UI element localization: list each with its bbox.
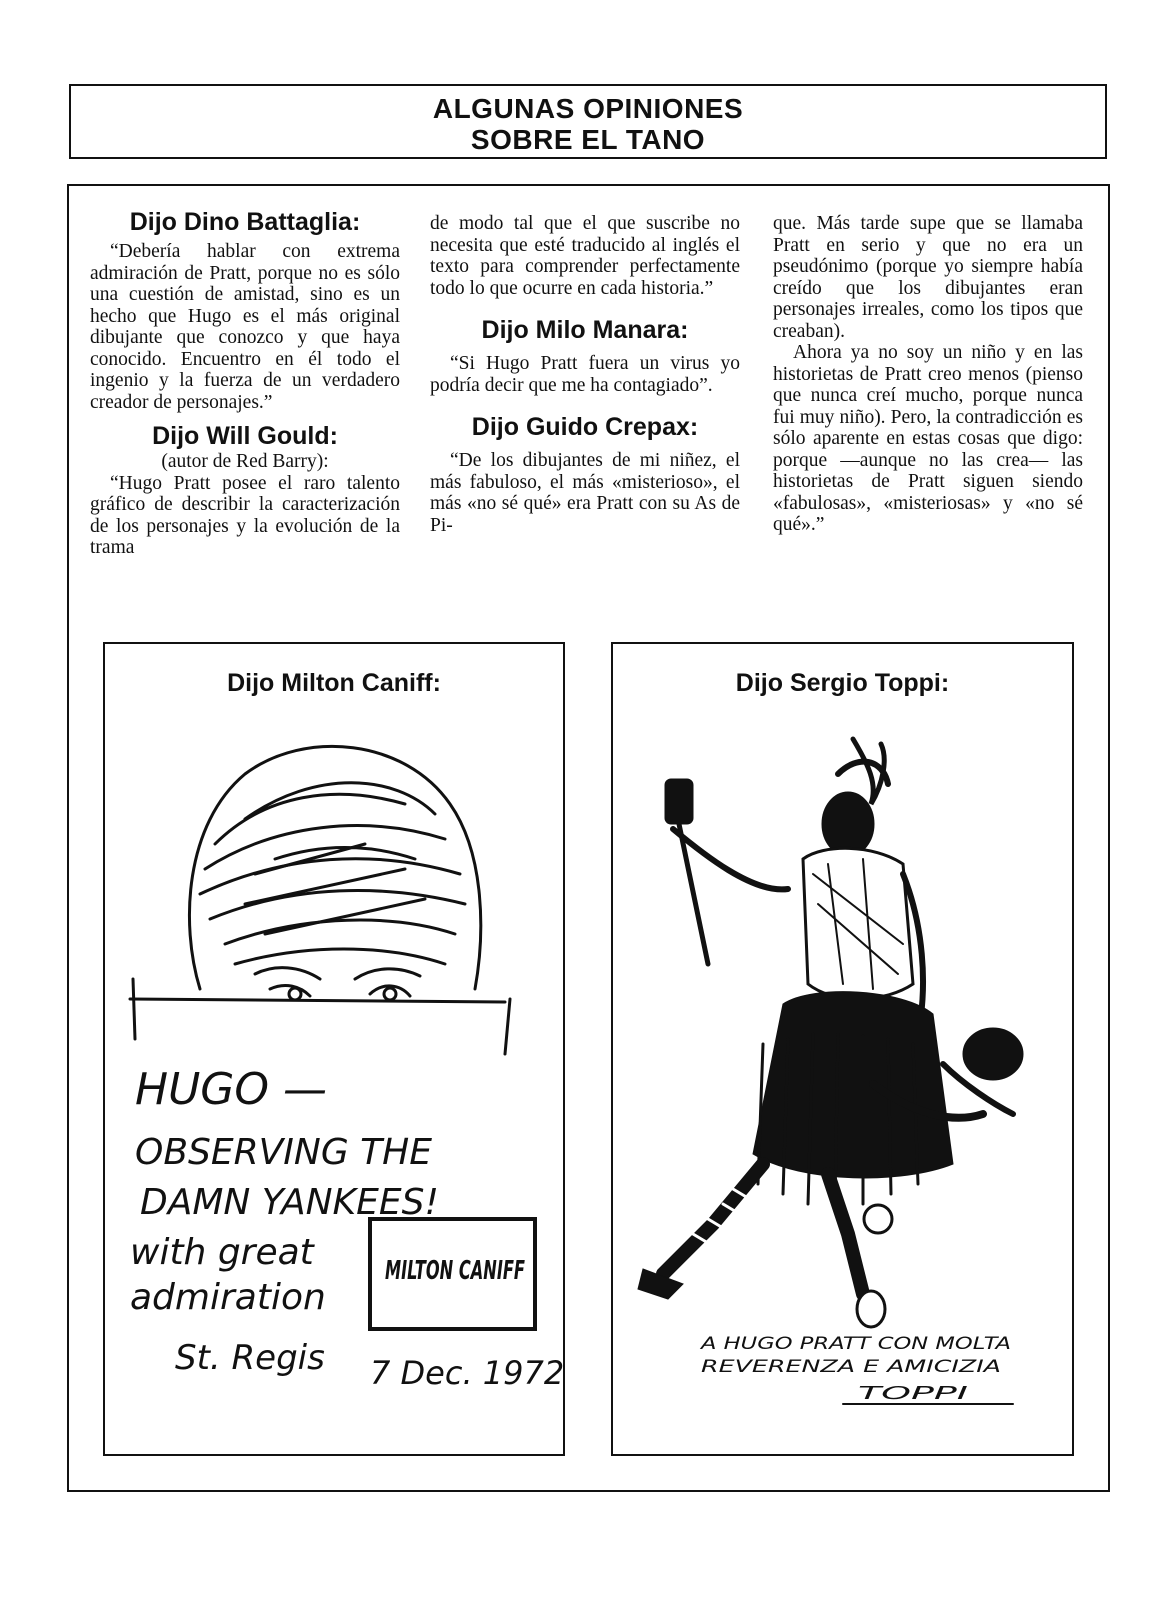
heading-guido-crepax: Dijo Guido Crepax: xyxy=(471,413,699,441)
hand-line-6: St. Regis xyxy=(175,1338,325,1378)
caniff-sketch xyxy=(105,644,567,1458)
quote-milo-manara: “Si Hugo Pratt fuera un virus yo podría decir que me ha contagiado”. xyxy=(430,353,740,396)
toppi-signature: TOPPI xyxy=(858,1383,968,1404)
heading-dino-battaglia: Dijo Dino Battaglia: xyxy=(129,208,361,236)
note-will-gould: (autor de Red Barry): xyxy=(161,451,329,472)
toppi-illustration xyxy=(613,644,1076,1458)
title-box xyxy=(69,84,1107,159)
title-line-2: SOBRE EL TANO xyxy=(470,124,706,155)
column-2 xyxy=(430,213,740,536)
panel-sergio-toppi xyxy=(611,642,1074,1456)
panel-milton-caniff xyxy=(103,642,565,1456)
caniff-signature: MILTON CANIFF xyxy=(385,1256,526,1286)
quote-will-gould: “Hugo Pratt posee el raro talento gráfico de describir la caracterización de los personajes y la evolución de la trama xyxy=(90,472,400,558)
hand-line-1: HUGO — xyxy=(135,1064,328,1115)
toppi-dedication-line-2: REVERENZA E AMICIZIA xyxy=(701,1357,1001,1377)
hand-line-4: with great xyxy=(130,1232,314,1273)
hand-line-5: admiration xyxy=(130,1277,326,1318)
panel-title-milton-caniff: Dijo Milton Caniff: xyxy=(227,669,441,697)
heading-will-gould: Dijo Will Gould: xyxy=(152,422,338,450)
quote-dino-battaglia: “Debería hablar con extrema admiración de Pratt, porque no es sólo una cuestión de amistad, sino es un hecho que Hugo es el más original dibujante que conozco y que haya conocido. Encuentro en él todo el ingenio y la fuerza de un verdadero creador de personajes.” xyxy=(90,241,400,413)
quote-guido-crepax-paragraph-2: Ahora ya no soy un niño y en las historietas de Pratt creo menos (pienso que nunca creí mucho, porque nunca fui muy niño). Pero, la contradicción es sólo aparente en estas cosas que digo: porque —aunque no las crea— las historietas de Pratt siguen siendo «fabulosas», «misteriosas» y «no sé qué».” xyxy=(773,342,1083,535)
quote-guido-crepax-continued: que. Más tarde supe que se llamaba Pratt en serio y que no era un pseudónimo (porque yo siempre había creído que los dibujantes eran personajes irreales, como los tipos que creaban). xyxy=(773,213,1083,342)
panel-title-sergio-toppi: Dijo Sergio Toppi: xyxy=(735,669,950,697)
hand-line-7: 7 Dec. 1972 xyxy=(370,1354,565,1392)
title-line-1: ALGUNAS OPINIONES xyxy=(432,93,744,124)
quote-guido-crepax: “De los dibujantes de mi niñez, el más fabuloso, el más «misterioso», el más «no sé qué» era Pratt con su As de Pi- xyxy=(430,450,740,536)
column-3 xyxy=(773,213,1083,536)
quote-will-gould-continued: de modo tal que el que suscribe no necesita que esté traducido al inglés el texto para comprender perfectamente todo lo que ocurre en cada historia.” xyxy=(430,213,740,299)
heading-milo-manara: Dijo Milo Manara: xyxy=(481,316,689,344)
hand-line-2: OBSERVING THE xyxy=(135,1132,432,1173)
column-1 xyxy=(90,208,400,559)
toppi-dedication-line-1: A HUGO PRATT CON MOLTA xyxy=(699,1334,1011,1354)
hand-line-3: DAMN YANKEES! xyxy=(140,1182,439,1223)
